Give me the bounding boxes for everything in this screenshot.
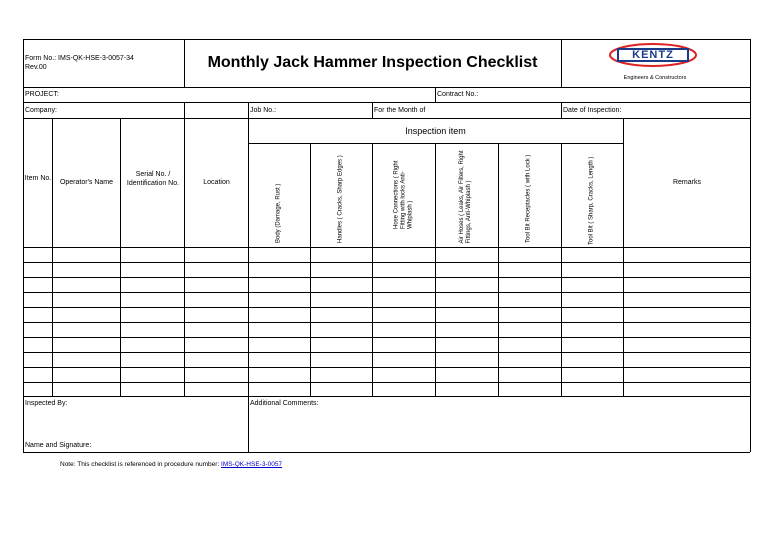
row-line — [23, 262, 750, 263]
company-label: Company: — [25, 107, 57, 114]
check-hose-connections-header: Hose Connections ( Right Fitting with locks Anti-Whiplash ) — [393, 160, 414, 229]
check-handles-header: Handles ( Cracks, Sharp Edges ) — [337, 155, 344, 243]
job-no-label: Job No.: — [250, 107, 277, 114]
row-line — [23, 292, 750, 293]
check-tool-bit-header: Tool Bit ( Sharp, Cracks, Length ) — [588, 156, 595, 245]
border-left — [23, 39, 24, 452]
item-no-header: Item No. — [24, 175, 52, 182]
row-line — [23, 337, 750, 338]
additional-comments-label: Additional Comments: — [250, 400, 319, 407]
remarks-header: Remarks — [672, 179, 701, 186]
col-line — [623, 118, 624, 396]
col-line — [248, 118, 249, 452]
row-line — [23, 352, 750, 353]
header-bottom-line — [23, 87, 750, 88]
note-text: Note: This checklist is referenced in procedure number: — [60, 461, 220, 468]
month-label: For the Month of — [374, 107, 426, 114]
page-title: Monthly Jack Hammer Inspection Checklist — [207, 54, 538, 71]
serial-no-header: Serial No. / Identification No. — [126, 171, 180, 187]
location-header: Location — [203, 179, 230, 186]
operator-name-header: Operator's Name — [59, 179, 114, 186]
check-tool-bit-receptacles-header: Tool Bit Receptacles ( with Lock ) — [525, 154, 532, 243]
date-divider — [561, 102, 562, 118]
col-line — [372, 143, 373, 396]
row-line — [23, 322, 750, 323]
col-line — [310, 143, 311, 396]
procedure-link[interactable]: IMS-QK-HSE-3-0057 — [221, 461, 283, 468]
date-inspection-label: Date of Inspection: — [563, 107, 622, 114]
col-line — [52, 118, 53, 396]
col-line — [120, 118, 121, 396]
form-number: Form No.: IMS-QK-HSE-3-0057-34 — [25, 55, 134, 62]
row-line — [23, 277, 750, 278]
inspection-item-header: Inspection item — [405, 126, 466, 136]
kentz-logo — [608, 42, 698, 68]
company-row-line — [23, 118, 750, 119]
border-right — [750, 39, 751, 452]
border-bottom — [23, 452, 750, 453]
project-label: PROJECT: — [25, 91, 59, 98]
logo-tagline: Engineers & Constructors — [623, 75, 687, 81]
procedure-note — [60, 461, 282, 469]
row-line — [23, 367, 750, 368]
logo-text: KENTZ — [632, 49, 674, 61]
check-body-header: Body (Damage, Rust ) — [275, 183, 282, 243]
row-line — [23, 307, 750, 308]
col-line — [561, 143, 562, 396]
header-divider-right — [561, 39, 562, 87]
col-line — [184, 118, 185, 396]
col-line — [498, 143, 499, 396]
revision: Rev.00 — [25, 64, 47, 71]
contract-no-label: Contract No.: — [437, 91, 479, 98]
rows-bottom-line — [23, 396, 750, 397]
job-divider-b — [248, 102, 249, 118]
project-row-line — [23, 102, 750, 103]
job-divider-a — [184, 102, 185, 118]
month-divider — [372, 102, 373, 118]
row-line — [23, 382, 750, 383]
border-top — [23, 39, 750, 40]
col-line — [435, 143, 436, 396]
check-air-hoses-header: Air Hoses ( Leaks, Air Filters, Right Fittings, Anti-Whiplash ) — [459, 150, 472, 244]
column-header-bottom — [23, 247, 750, 248]
inspected-by-label: Inspected By: — [25, 400, 68, 407]
name-signature-label: Name and Signature: — [25, 442, 92, 449]
contract-divider — [435, 87, 436, 102]
